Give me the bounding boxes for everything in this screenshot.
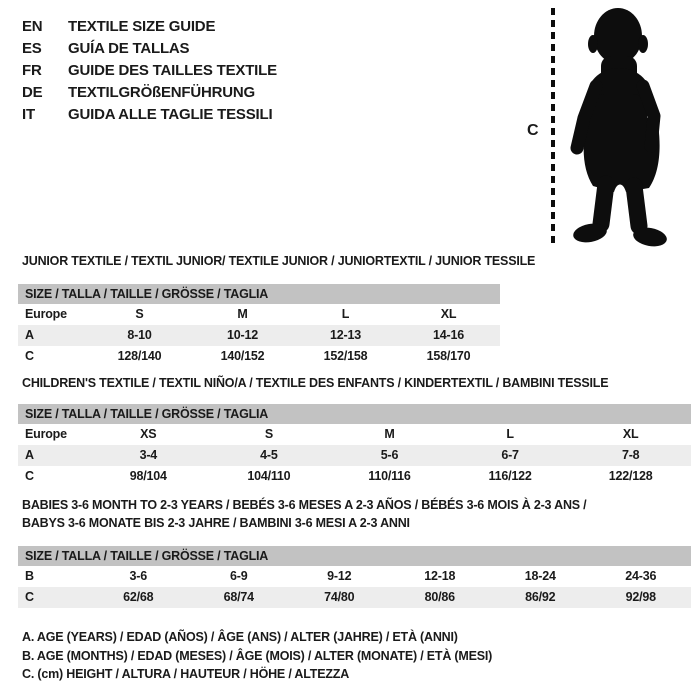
size-cell: 128/140 (117, 349, 162, 363)
lang-row-de (22, 82, 277, 104)
lang-row-en (22, 16, 277, 38)
lang-row-es (22, 38, 277, 60)
table-row-age (18, 325, 500, 346)
size-cell: 122/128 (608, 469, 653, 483)
row-label: Europe (25, 307, 67, 321)
size-cell: XS (140, 427, 157, 441)
size-cell: XL (440, 307, 457, 321)
size-table-header: SIZE / TALLA / TAILLE / GRÖSSE / TAGLIA (18, 284, 500, 304)
size-cell: 6-9 (230, 569, 248, 583)
lang-code: DE (22, 84, 43, 101)
size-cell: 74/80 (324, 590, 355, 604)
size-cell: 3-4 (139, 448, 158, 462)
size-table-header: SIZE / TALLA / TAILLE / GRÖSSE / TAGLIA (18, 404, 691, 424)
size-cell: 116/122 (488, 469, 532, 483)
lang-code: IT (22, 106, 35, 123)
babies-section-heading: BABIES 3-6 MONTH TO 2-3 YEARS / BEBÉS 3-6 MESES A 2-3 AÑOS / BÉBÉS 3-6 MOIS À 2-3 ANS / BABYS 3-6 MONATE BIS 2-3 JAHRE / BAMBINI 3-6 MESI A 2-3 ANNI (22, 498, 587, 530)
size-cell: 3-6 (129, 569, 147, 583)
lang-code: EN (22, 18, 43, 35)
lang-title: TEXTILGRÖßENFÜHRUNG (68, 84, 256, 101)
size-cell: 9-12 (327, 569, 352, 583)
lang-title: GUIDE DES TAILLES TEXTILE (68, 62, 277, 79)
children-section-heading: CHILDREN'S TEXTILE / TEXTIL NIÑO/A / TEXTILE DES ENFANTS / KINDERTEXTIL / BAMBINI TESSILE (22, 376, 609, 390)
lang-row-it (22, 104, 277, 126)
size-cell: 12-13 (330, 328, 361, 342)
row-label: Europe (25, 427, 67, 441)
size-cell: 104/110 (247, 469, 291, 483)
legend-line-c: C. (cm) HEIGHT / ALTURA / HAUTEUR / HÖHE / ALTEZZA (22, 667, 350, 681)
size-cell: 152/158 (323, 349, 368, 363)
legend-line-a: A. AGE (YEARS) / EDAD (AÑOS) / ÂGE (ANS) / ALTER (JAHRE) / ETÀ (ANNI) (22, 630, 458, 644)
size-cell: 158/170 (426, 349, 471, 363)
size-cell: 24-36 (625, 569, 657, 583)
lang-title: GUIDA ALLE TAGLIE TESSILI (68, 106, 273, 123)
junior-size-table (18, 284, 500, 367)
size-cell: 12-18 (424, 569, 456, 583)
legend-line-b: B. AGE (MONTHS) / EDAD (MESES) / ÂGE (MOIS) / ALTER (MONATE) / ETÀ (MESI) (22, 648, 493, 663)
size-cell: 110/116 (368, 469, 411, 483)
lang-row-fr (22, 60, 277, 82)
size-cell: 68/74 (223, 590, 254, 604)
row-label: C (25, 590, 34, 604)
size-table-header: SIZE / TALLA / TAILLE / GRÖSSE / TAGLIA (18, 546, 691, 566)
row-label: C (25, 349, 34, 363)
table-row-height (18, 587, 691, 608)
table-row-europe (18, 424, 691, 445)
lang-title: TEXTILE SIZE GUIDE (68, 18, 216, 35)
row-label: B (25, 569, 34, 583)
size-cell: 8-10 (127, 328, 152, 342)
size-cell: 98/104 (129, 469, 167, 483)
row-label: C (25, 469, 34, 483)
toddler-silhouette-icon (563, 6, 698, 248)
size-cell: 140/152 (220, 349, 265, 363)
lang-title: GUÍA DE TALLAS (68, 40, 190, 57)
lang-code: ES (22, 40, 42, 57)
table-row-height (18, 466, 691, 487)
size-cell: 4-5 (260, 448, 278, 462)
size-cell: L (506, 427, 514, 441)
size-cell: M (384, 427, 395, 441)
lang-code: FR (22, 62, 42, 79)
row-label: A (25, 328, 34, 342)
size-cell: 18-24 (524, 569, 556, 583)
table-row-months (18, 566, 691, 587)
size-cell: 6-7 (501, 448, 519, 462)
size-cell: 62/68 (123, 590, 154, 604)
size-cell: 7-8 (621, 448, 640, 462)
children-size-table (18, 404, 691, 487)
size-cell: 14-16 (433, 328, 464, 342)
size-cell: 10-12 (227, 328, 258, 342)
height-dashed-line (551, 8, 555, 248)
babies-size-table (18, 546, 691, 608)
table-row-age (18, 445, 691, 466)
size-cell: M (237, 307, 248, 321)
language-title-list (22, 16, 277, 126)
row-label: A (25, 448, 34, 462)
size-cell: XL (622, 427, 639, 441)
size-cell: 80/86 (424, 590, 455, 604)
size-cell: 92/98 (625, 590, 656, 604)
size-cell: 5-6 (380, 448, 399, 462)
size-cell: S (135, 307, 144, 321)
measurement-legend (22, 628, 492, 684)
table-row-height (18, 346, 500, 367)
size-cell: 86/92 (525, 590, 556, 604)
table-row-europe (18, 304, 500, 325)
measure-c-label: C (527, 122, 539, 139)
junior-section-heading: JUNIOR TEXTILE / TEXTIL JUNIOR/ TEXTILE JUNIOR / JUNIORTEXTIL / JUNIOR TESSILE (22, 254, 536, 268)
size-cell: S (264, 427, 273, 441)
size-cell: L (341, 307, 350, 321)
